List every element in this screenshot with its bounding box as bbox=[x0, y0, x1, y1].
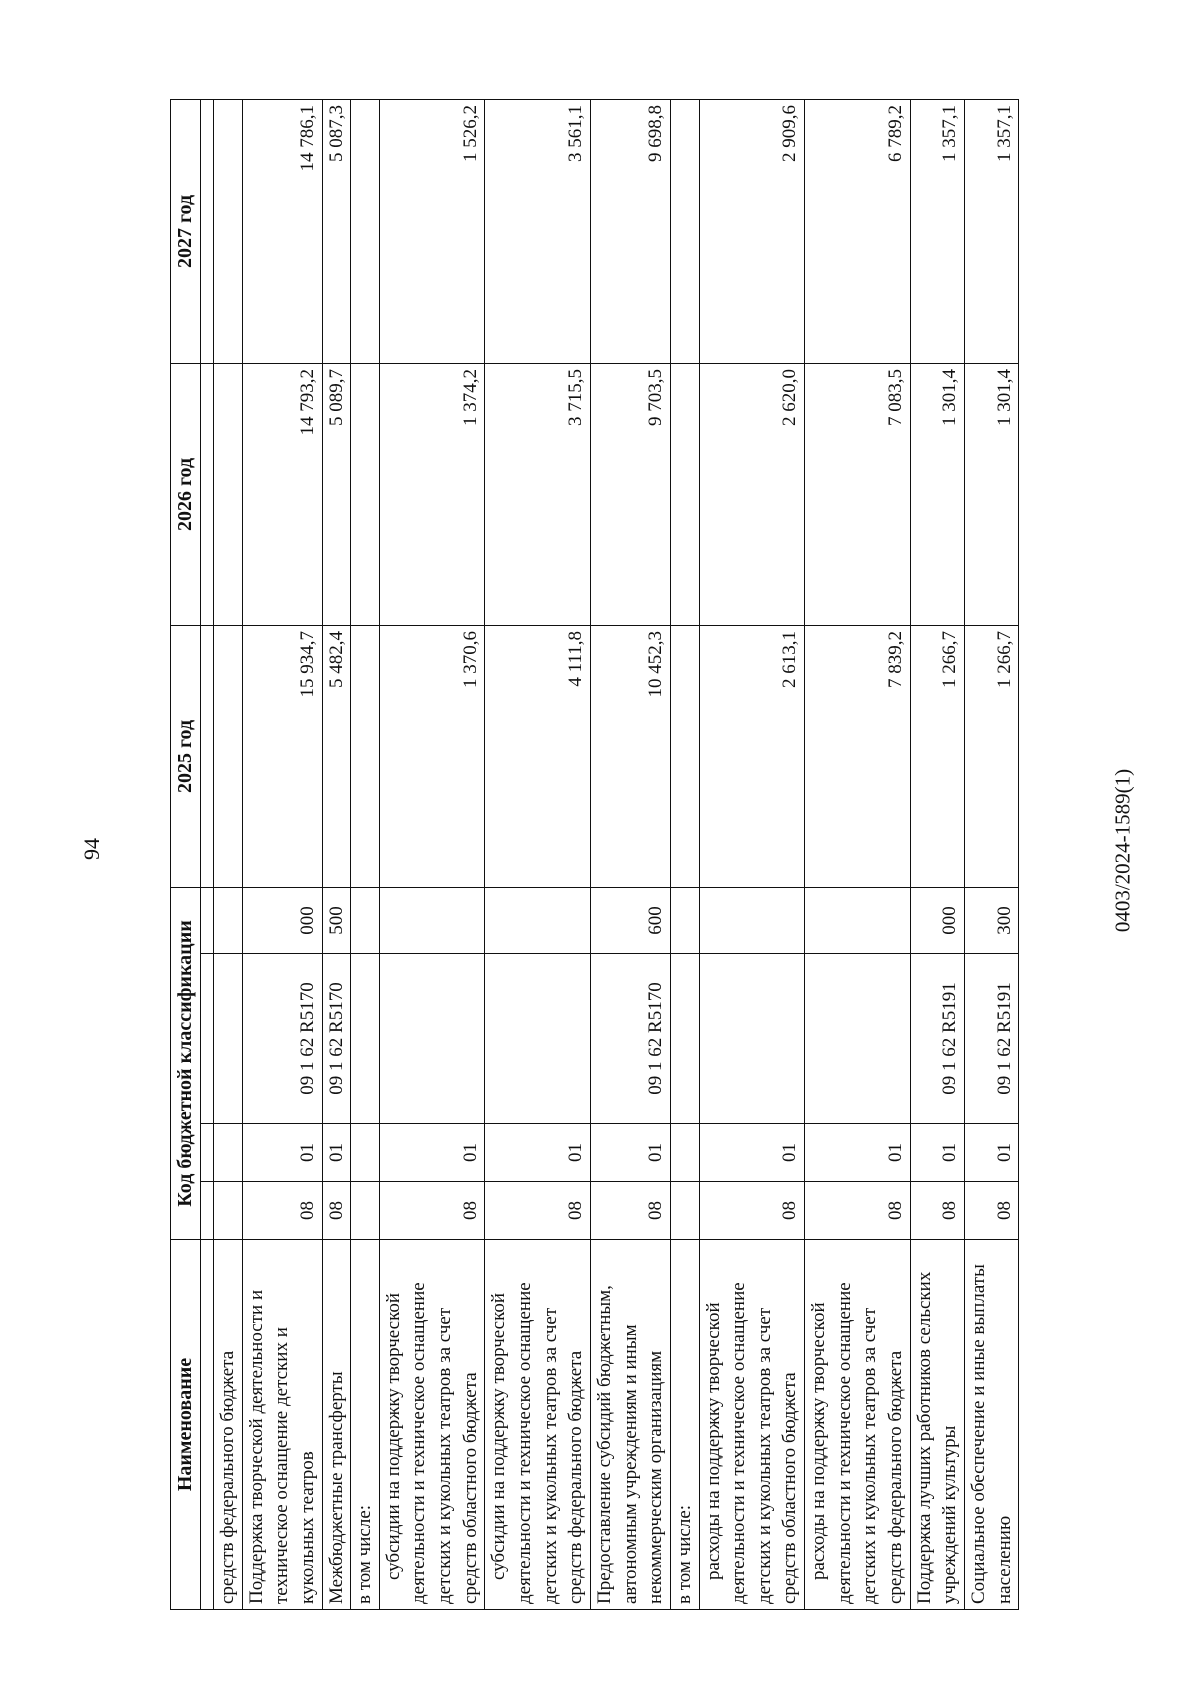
row-code-subsection bbox=[670, 1124, 699, 1182]
row-code-section: 08 bbox=[242, 1182, 322, 1240]
row-code-section bbox=[670, 1182, 699, 1240]
table-row bbox=[485, 99, 591, 1609]
row-value-2027: 1 526,2 bbox=[379, 99, 485, 363]
row-value-2027: 2 909,6 bbox=[699, 99, 805, 363]
row-code-subsection: 01 bbox=[699, 1124, 805, 1182]
header-code-group: Код бюджетной классификации bbox=[171, 887, 201, 1239]
header-spacer-row bbox=[201, 99, 214, 1609]
table-row bbox=[379, 99, 485, 1609]
row-value-2025 bbox=[214, 625, 243, 887]
row-value-2027: 1 357,1 bbox=[910, 99, 964, 363]
row-name: Поддержка творческой деятельности и техническое оснащение детских и кукольных театров bbox=[242, 1240, 322, 1610]
row-value-2026: 3 715,5 bbox=[485, 363, 591, 625]
row-value-2027: 1 357,1 bbox=[964, 99, 1018, 363]
row-code-type bbox=[379, 887, 485, 953]
row-code-section: 08 bbox=[699, 1182, 805, 1240]
row-value-2027 bbox=[670, 99, 699, 363]
row-value-2027: 14 786,1 bbox=[242, 99, 322, 363]
table-row bbox=[910, 99, 964, 1609]
row-value-2026: 2 620,0 bbox=[699, 363, 805, 625]
row-value-2026 bbox=[670, 363, 699, 625]
header-name: Наименование bbox=[171, 1240, 201, 1610]
table-row bbox=[590, 99, 670, 1609]
row-value-2026: 1 374,2 bbox=[379, 363, 485, 625]
row-code-target: 09 1 62 R5170 bbox=[322, 954, 351, 1124]
table-row bbox=[214, 99, 243, 1609]
row-name: Социальное обеспечение и иные выплаты населению bbox=[964, 1240, 1018, 1610]
row-value-2025: 4 111,8 bbox=[485, 625, 591, 887]
row-code-section: 08 bbox=[590, 1182, 670, 1240]
row-code-type bbox=[214, 887, 243, 953]
row-code-target bbox=[351, 954, 380, 1124]
row-name: в том числе: bbox=[670, 1240, 699, 1610]
table-row bbox=[351, 99, 380, 1609]
row-value-2025: 7 839,2 bbox=[805, 625, 911, 887]
row-name: расходы на поддержку творческой деятельности и техническое оснащение детских и кукольных театров за счет средств областного бюджета bbox=[699, 1240, 805, 1610]
row-code-subsection: 01 bbox=[379, 1124, 485, 1182]
row-code-section bbox=[351, 1182, 380, 1240]
row-code-subsection: 01 bbox=[590, 1124, 670, 1182]
row-name: субсидии на поддержку творческой деятельности и техническое оснащение детских и кукольных театров за счет средств областного бюджета bbox=[379, 1240, 485, 1610]
row-code-subsection: 01 bbox=[242, 1124, 322, 1182]
row-name: средств федерального бюджета bbox=[214, 1240, 243, 1610]
row-value-2025: 5 482,4 bbox=[322, 625, 351, 887]
table-row bbox=[322, 99, 351, 1609]
row-value-2027: 3 561,1 bbox=[485, 99, 591, 363]
row-name: Предоставление субсидий бюджетным, автономным учреждениям и иным некоммерческим организациям bbox=[590, 1240, 670, 1610]
row-value-2026 bbox=[214, 363, 243, 625]
row-value-2027 bbox=[214, 99, 243, 363]
row-code-type bbox=[805, 887, 911, 953]
row-name: Поддержка лучших работников сельских учреждений культуры bbox=[910, 1240, 964, 1610]
header-2025: 2025 год bbox=[171, 625, 201, 887]
row-code-section: 08 bbox=[964, 1182, 1018, 1240]
row-code-section: 08 bbox=[805, 1182, 911, 1240]
row-name: расходы на поддержку творческой деятельности и техническое оснащение детских и кукольных театров за счет средств федерального бюджета bbox=[805, 1240, 911, 1610]
table-row bbox=[964, 99, 1018, 1609]
row-value-2026: 14 793,2 bbox=[242, 363, 322, 625]
row-code-subsection bbox=[214, 1124, 243, 1182]
row-value-2025 bbox=[351, 625, 380, 887]
row-value-2026: 5 089,7 bbox=[322, 363, 351, 625]
row-code-type: 300 bbox=[964, 887, 1018, 953]
row-code-target bbox=[670, 954, 699, 1124]
row-code-target bbox=[214, 954, 243, 1124]
row-code-section: 08 bbox=[485, 1182, 591, 1240]
row-code-type bbox=[699, 887, 805, 953]
row-code-target: 09 1 62 R5191 bbox=[964, 954, 1018, 1124]
row-value-2025: 15 934,7 bbox=[242, 625, 322, 887]
row-name: Межбюджетные трансферты bbox=[322, 1240, 351, 1610]
row-code-subsection: 01 bbox=[964, 1124, 1018, 1182]
table-row bbox=[670, 99, 699, 1609]
document-code: 0403/2024-1589(1) bbox=[1110, 768, 1135, 933]
table-row bbox=[805, 99, 911, 1609]
header-2027: 2027 год bbox=[171, 99, 201, 363]
row-code-target: 09 1 62 R5170 bbox=[590, 954, 670, 1124]
row-code-target: 09 1 62 R5170 bbox=[242, 954, 322, 1124]
row-code-type: 000 bbox=[910, 887, 964, 953]
row-code-target bbox=[379, 954, 485, 1124]
row-code-section: 08 bbox=[910, 1182, 964, 1240]
row-code-subsection: 01 bbox=[322, 1124, 351, 1182]
row-value-2025: 1 266,7 bbox=[910, 625, 964, 887]
row-value-2025 bbox=[670, 625, 699, 887]
row-code-subsection: 01 bbox=[485, 1124, 591, 1182]
row-code-type: 500 bbox=[322, 887, 351, 953]
row-value-2027 bbox=[351, 99, 380, 363]
row-value-2026: 9 703,5 bbox=[590, 363, 670, 625]
row-value-2026: 7 083,5 bbox=[805, 363, 911, 625]
row-code-type bbox=[485, 887, 591, 953]
header-row bbox=[171, 99, 201, 1609]
table-row bbox=[699, 99, 805, 1609]
row-value-2025: 10 452,3 bbox=[590, 625, 670, 887]
row-value-2025: 1 266,7 bbox=[964, 625, 1018, 887]
rotated-table-wrapper bbox=[170, 100, 1015, 1610]
row-value-2026: 1 301,4 bbox=[964, 363, 1018, 625]
row-code-section bbox=[214, 1182, 243, 1240]
row-code-target bbox=[485, 954, 591, 1124]
row-name: в том числе: bbox=[351, 1240, 380, 1610]
row-name: субсидии на поддержку творческой деятельности и техническое оснащение детских и кукольных театров за счет средств федерального бюджета bbox=[485, 1240, 591, 1610]
row-code-target bbox=[805, 954, 911, 1124]
row-code-section: 08 bbox=[379, 1182, 485, 1240]
row-code-type: 600 bbox=[590, 887, 670, 953]
header-2026: 2026 год bbox=[171, 363, 201, 625]
row-code-section: 08 bbox=[322, 1182, 351, 1240]
row-value-2026: 1 301,4 bbox=[910, 363, 964, 625]
row-code-target bbox=[699, 954, 805, 1124]
row-value-2026 bbox=[351, 363, 380, 625]
row-value-2027: 6 789,2 bbox=[805, 99, 911, 363]
row-code-type: 000 bbox=[242, 887, 322, 953]
table-row bbox=[242, 99, 322, 1609]
row-value-2027: 9 698,8 bbox=[590, 99, 670, 363]
table-body bbox=[214, 99, 1019, 1609]
budget-table bbox=[170, 99, 1019, 1610]
row-code-target: 09 1 62 R5191 bbox=[910, 954, 964, 1124]
page-number: 94 bbox=[79, 838, 104, 860]
row-code-type bbox=[351, 887, 380, 953]
row-value-2027: 5 087,3 bbox=[322, 99, 351, 363]
row-code-type bbox=[670, 887, 699, 953]
row-code-subsection: 01 bbox=[805, 1124, 911, 1182]
row-code-subsection: 01 bbox=[910, 1124, 964, 1182]
row-code-subsection bbox=[351, 1124, 380, 1182]
row-value-2025: 1 370,6 bbox=[379, 625, 485, 887]
row-value-2025: 2 613,1 bbox=[699, 625, 805, 887]
